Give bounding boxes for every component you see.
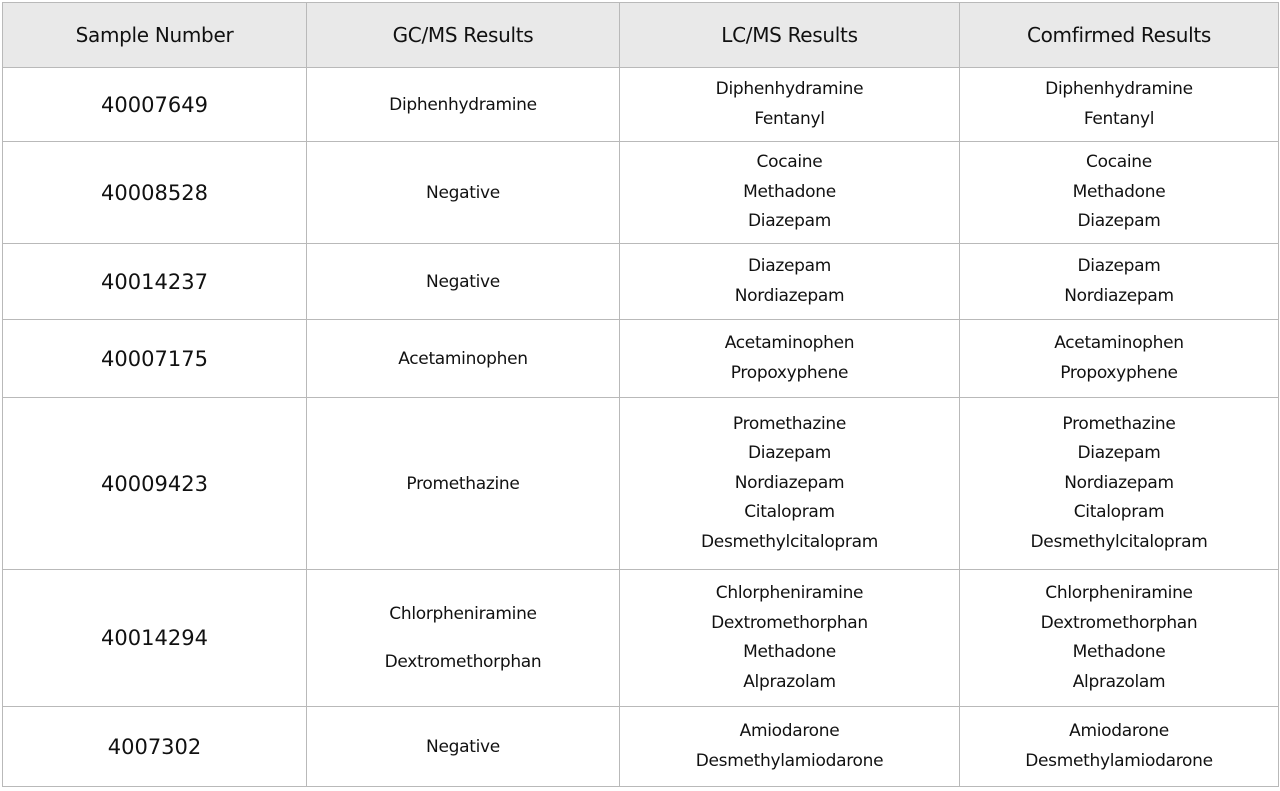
confirmed-result-cell — [960, 570, 1279, 707]
lcms-result-cell — [620, 142, 960, 244]
lcms-result: Alprazolam — [743, 671, 836, 692]
confirmed-result-cell — [960, 707, 1279, 787]
table-row — [3, 320, 1279, 398]
lcms-result: Propoxyphene — [730, 362, 849, 383]
confirmed-result: Diphenhydramine — [1045, 79, 1193, 99]
lcms-result: Promethazine — [732, 413, 847, 434]
results-table — [2, 2, 1279, 787]
confirmed-result: Diazepam — [1077, 443, 1161, 464]
header-row — [3, 3, 1279, 68]
lcms-result: Diazepam — [748, 211, 831, 232]
confirmed-result: Desmethylcitalopram — [1030, 531, 1208, 552]
lcms-result: Chlorpheniramine — [715, 583, 864, 603]
sample-number-cell: 40014294 — [3, 570, 307, 707]
lcms-result: Desmethylcitalopram — [701, 531, 878, 552]
header-lcms-results: LC/MS Results — [620, 3, 960, 68]
header-gcms-results: GC/MS Results — [307, 3, 620, 68]
sample-number-cell: 40008528 — [3, 142, 307, 244]
gcms-result: Promethazine — [406, 473, 520, 494]
lcms-result: Citalopram — [744, 502, 835, 523]
lcms-result: Fentanyl — [754, 108, 825, 129]
lcms-result: Diazepam — [748, 443, 831, 464]
gcms-result: Chlorpheniramine — [389, 604, 537, 624]
lcms-result-cell — [620, 68, 960, 142]
table-row — [3, 398, 1279, 570]
confirmed-result-cell — [960, 68, 1279, 142]
confirmed-result-cell — [960, 398, 1279, 570]
gcms-result-cell — [307, 142, 620, 244]
lcms-result: Methadone — [743, 642, 836, 662]
lcms-result: Diazepam — [748, 256, 831, 276]
confirmed-result: Diazepam — [1077, 211, 1161, 232]
gcms-result: Negative — [426, 182, 500, 203]
lcms-result: Dextromethorphan — [711, 612, 868, 633]
confirmed-result: Nordiazepam — [1064, 285, 1174, 306]
table-row — [3, 707, 1279, 787]
table-row — [3, 142, 1279, 244]
lcms-result: Nordiazepam — [734, 285, 845, 306]
gcms-result-cell — [307, 398, 620, 570]
lcms-result: Amiodarone — [739, 721, 840, 741]
confirmed-result: Fentanyl — [1083, 108, 1155, 129]
table-row — [3, 68, 1279, 142]
sample-number-cell: 4007302 — [3, 707, 307, 787]
confirmed-result-cell — [960, 320, 1279, 398]
table-body — [3, 68, 1279, 787]
confirmed-result: Promethazine — [1062, 413, 1176, 434]
header-sample-number: Sample Number — [3, 3, 307, 68]
lcms-result-cell — [620, 398, 960, 570]
gcms-result-cell — [307, 244, 620, 320]
confirmed-result: Acetaminophen — [1054, 333, 1184, 353]
lcms-result: Acetaminophen — [724, 333, 855, 353]
gcms-result: Negative — [426, 271, 500, 292]
confirmed-result: Propoxyphene — [1060, 362, 1178, 383]
sample-number-cell: 40007649 — [3, 68, 307, 142]
gcms-result-cell — [307, 320, 620, 398]
gcms-result-cell — [307, 68, 620, 142]
lcms-result: Desmethylamiodarone — [695, 750, 884, 771]
gcms-result: Acetaminophen — [398, 348, 528, 369]
lcms-result: Methadone — [743, 181, 836, 202]
gcms-result: Negative — [426, 736, 500, 757]
confirmed-result: Dextromethorphan — [1040, 612, 1198, 633]
confirmed-result: Diazepam — [1077, 256, 1161, 276]
gcms-result-cell — [307, 570, 620, 707]
lcms-result: Nordiazepam — [734, 472, 845, 493]
confirmed-result: Methadone — [1072, 181, 1166, 202]
table-header — [3, 3, 1279, 68]
gcms-result: Diphenhydramine — [389, 94, 537, 115]
confirmed-result: Cocaine — [1086, 152, 1152, 173]
lcms-result: Diphenhydramine — [715, 79, 864, 99]
table-row — [3, 244, 1279, 320]
confirmed-result-cell — [960, 244, 1279, 320]
confirmed-result: Chlorpheniramine — [1045, 583, 1193, 603]
header-confirmed-results: Comfirmed Results — [960, 3, 1279, 68]
lcms-result-cell — [620, 570, 960, 707]
confirmed-result: Amiodarone — [1069, 721, 1169, 741]
lcms-result-cell — [620, 707, 960, 787]
confirmed-result-cell — [960, 142, 1279, 244]
table-row — [3, 570, 1279, 707]
confirmed-result: Methadone — [1072, 642, 1166, 662]
sample-number-cell: 40007175 — [3, 320, 307, 398]
confirmed-result: Citalopram — [1073, 502, 1165, 523]
sample-number-cell: 40014237 — [3, 244, 307, 320]
lcms-result: Cocaine — [756, 152, 823, 173]
lcms-result-cell — [620, 320, 960, 398]
gcms-result-cell — [307, 707, 620, 787]
confirmed-result: Alprazolam — [1072, 671, 1166, 692]
gcms-result: Dextromethorphan — [384, 652, 542, 672]
sample-number-cell: 40009423 — [3, 398, 307, 570]
confirmed-result: Desmethylamiodarone — [1025, 750, 1213, 771]
lcms-result-cell — [620, 244, 960, 320]
confirmed-result: Nordiazepam — [1064, 472, 1174, 493]
